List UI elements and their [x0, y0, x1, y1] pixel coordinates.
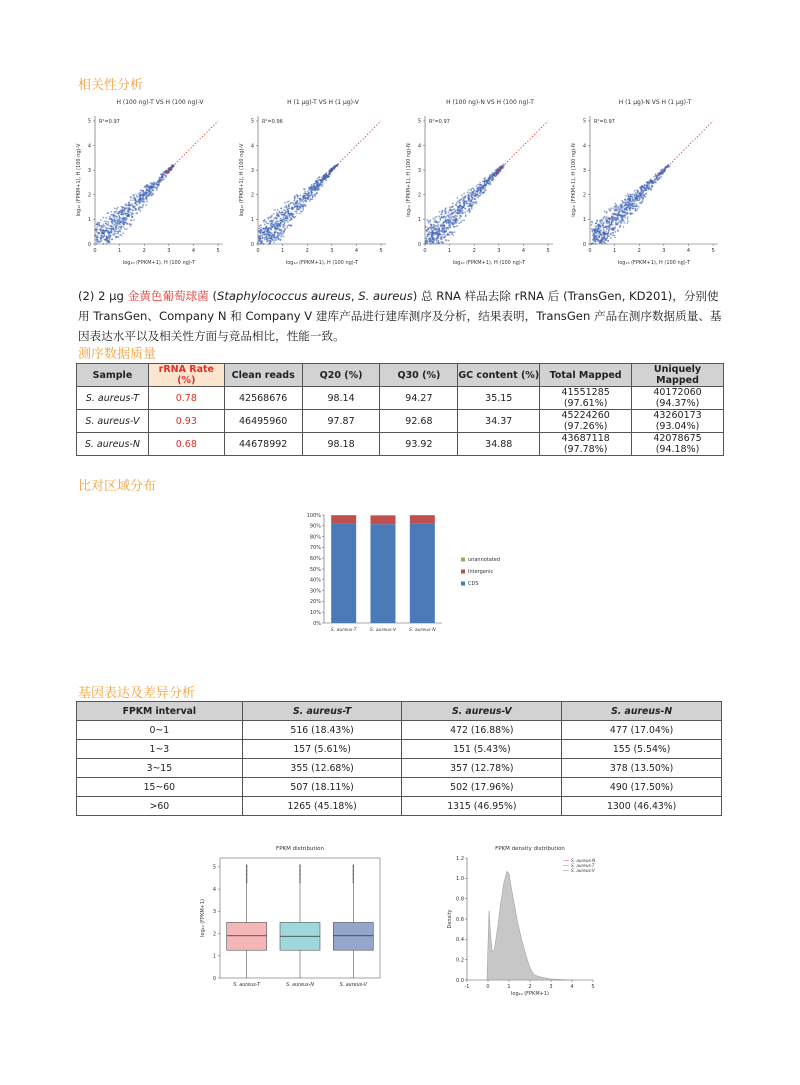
y-tick-label: 3	[87, 167, 91, 174]
outlier-point	[353, 876, 354, 877]
outlier-point	[299, 876, 300, 877]
table-cell: 97.87	[302, 410, 380, 433]
outlier-point	[246, 879, 247, 880]
table-cell: S. aureus-T	[77, 387, 149, 410]
bar-segment	[371, 516, 396, 524]
table-cell: 34.37	[458, 410, 540, 433]
table-cell: 516 (18.43%)	[242, 721, 402, 740]
y-tick-label: 5	[582, 118, 586, 125]
legend-swatch	[461, 570, 465, 574]
y-tick-label: 3	[250, 167, 254, 174]
y-tick-label: 100%	[306, 512, 321, 519]
outlier-point	[353, 878, 354, 879]
x-tick-label: 1	[118, 248, 122, 254]
scatter-title: H (1 μg)-N VS H (1 μg)-T	[618, 99, 692, 106]
y-tick-label: 1	[87, 217, 91, 224]
header-uniquely-mapped: Uniquely Mapped	[632, 364, 724, 387]
legend-swatch	[461, 558, 465, 562]
x-tick-label: 5	[546, 248, 550, 254]
bar-segment	[371, 515, 396, 516]
scatter-points	[94, 164, 175, 245]
outlier-point	[299, 867, 300, 868]
outlier-point	[299, 864, 300, 865]
table-cell: 0~1	[77, 721, 243, 740]
x-tick-label: 1	[507, 984, 511, 990]
y-tick-label: 0	[250, 241, 254, 248]
x-tick-label: 2	[472, 248, 476, 254]
y-tick-label: 4	[250, 143, 254, 150]
y-tick-label: 50%	[309, 566, 321, 573]
table-cell: 98.14	[302, 387, 380, 410]
legend-label: Intergenic	[468, 569, 494, 575]
y-axis-label: log₁₀ (FPKM+1), H (100 ng)-V	[239, 143, 245, 217]
y-tick-label: 3	[212, 909, 216, 916]
x-axis-label: log₁₀ (FPKM+1), H (100 ng)-T	[122, 260, 196, 266]
table-cell: 151 (5.43%)	[402, 740, 562, 759]
header-q20: Q20 (%)	[302, 364, 380, 387]
table-cell: 1265 (45.18%)	[242, 797, 402, 816]
r-squared-label: R²=0.97	[594, 119, 615, 125]
y-tick-label: 70%	[309, 545, 321, 552]
outlier-point	[299, 866, 300, 867]
x-tick-label: 3	[549, 984, 553, 990]
y-tick-label: 4	[582, 143, 586, 150]
table-cell: 41551285 (97.61%)	[540, 387, 632, 410]
chart-title: FPKM density distribution	[495, 846, 565, 852]
outlier-point	[353, 879, 354, 880]
table-cell: 502 (17.96%)	[402, 778, 562, 797]
x-tick-label: 2	[305, 248, 309, 254]
table-cell: 507 (18.11%)	[242, 778, 402, 797]
header-fpkm-interval: FPKM interval	[77, 702, 243, 721]
bar-segment	[410, 515, 435, 523]
table-cell: 42568676	[224, 387, 302, 410]
header-s-aureus-t: S. aureus-T	[242, 702, 402, 721]
header-s-aureus-v: S. aureus-V	[402, 702, 562, 721]
y-axis-label: log₁₀ (FPKM+1), H (100 ng)-V	[76, 143, 82, 217]
y-tick-label: 1	[212, 953, 216, 960]
y-tick-label: 4	[212, 886, 216, 893]
y-tick-label: 0.2	[456, 957, 464, 964]
table-cell: 92.68	[380, 410, 458, 433]
table-cell: 0.78	[148, 387, 224, 410]
outlier-point	[299, 870, 300, 871]
y-tick-label: 5	[212, 864, 216, 871]
x-axis-label: log₁₀ (FPKM+1), H (100 ng)-T	[285, 260, 359, 266]
sequencing-quality-table	[76, 363, 724, 456]
y-tick-label: 0.6	[456, 916, 464, 923]
y-tick-label: 3	[417, 167, 421, 174]
outlier-point	[299, 875, 300, 876]
table-cell: S. aureus-N	[77, 433, 149, 456]
outlier-point	[246, 871, 247, 872]
y-tick-label: 1.0	[456, 876, 464, 883]
x-tick-label: 1	[448, 248, 452, 254]
x-tick-label: 3	[662, 248, 666, 254]
bar-segment	[410, 524, 435, 623]
y-axis-label: Density	[447, 909, 453, 929]
r-squared-label: R²=0.97	[429, 119, 450, 125]
outlier-point	[299, 872, 300, 873]
outlier-point	[353, 870, 354, 871]
outlier-point	[246, 876, 247, 877]
x-tick-label: 1	[613, 248, 617, 254]
outlier-point	[246, 864, 247, 865]
correlation-heading: 相关性分析	[78, 78, 144, 93]
table-cell: 46495960	[224, 410, 302, 433]
y-tick-label: 1.2	[456, 855, 464, 862]
x-tick-label: 3	[167, 248, 171, 254]
outlier-point	[246, 872, 247, 873]
y-tick-label: 2	[250, 192, 254, 199]
legend-swatch	[461, 582, 465, 586]
x-tick-label: 5	[216, 248, 220, 254]
outlier-point	[299, 878, 300, 879]
table-cell: 3~15	[77, 759, 243, 778]
outlier-point	[299, 874, 300, 875]
box	[227, 922, 267, 950]
y-tick-label: 0.8	[456, 896, 464, 903]
y-tick-label: 2	[582, 192, 586, 199]
table-cell: 98.18	[302, 433, 380, 456]
y-tick-label: 5	[250, 118, 254, 125]
x-tick-label: -1	[464, 984, 470, 990]
table-cell: >60	[77, 797, 243, 816]
table-cell: 35.15	[458, 387, 540, 410]
table-cell: 45224260 (97.26%)	[540, 410, 632, 433]
y-tick-label: 2	[417, 192, 421, 199]
table-row	[77, 759, 722, 778]
y-tick-label: 1	[582, 217, 586, 224]
x-tick-label: 4	[191, 248, 196, 254]
table-cell: 1300 (46.43%)	[562, 797, 722, 816]
y-tick-label: 20%	[309, 599, 321, 606]
legend-label: unannotated	[468, 557, 501, 563]
diagonal-line	[489, 121, 548, 180]
y-tick-label: 1	[250, 217, 254, 224]
x-tick-label: 2	[528, 984, 532, 990]
outlier-point	[299, 871, 300, 872]
y-tick-label: 0	[212, 975, 216, 982]
outlier-point	[299, 868, 300, 869]
y-tick-label: 0	[87, 241, 91, 248]
x-tick-label: 0	[256, 248, 260, 254]
outlier-point	[353, 882, 354, 883]
chart-title: FPKM distribution	[276, 846, 324, 852]
gene-expression-heading: 基因表达及差异分析	[78, 686, 196, 701]
legend-label: CDS	[468, 581, 479, 587]
outlier-point	[353, 864, 354, 865]
y-tick-label: 30%	[309, 588, 321, 595]
bar-segment	[331, 523, 356, 623]
table-cell: 1~3	[77, 740, 243, 759]
outlier-point	[353, 880, 354, 881]
y-tick-label: 0.4	[456, 937, 464, 944]
x-tick-label: S. aureus-T	[330, 628, 357, 633]
header-gc-content: GC content (%)	[458, 364, 540, 387]
r-squared-label: R²=0.97	[99, 119, 120, 125]
y-tick-label: 80%	[309, 534, 321, 541]
outlier-point	[246, 878, 247, 879]
y-tick-label: 1	[417, 217, 421, 224]
region-distribution-heading: 比对区域分布	[78, 479, 157, 494]
outlier-point	[299, 880, 300, 881]
x-tick-label: S. aureus-V	[369, 628, 397, 633]
outlier-point	[246, 867, 247, 868]
table-cell: 0.68	[148, 433, 224, 456]
outlier-point	[246, 882, 247, 883]
description-paragraph: (2) 2 μg 金黄色葡萄球菌 (Staphylococcus aureus, S. aureus) 总 RNA 样品去除 rRNA 后 (TransGen, KD201)，分别使用 TransGen、Company N 和 Company V 建库产品进行建库测序及分析，结果表明，TransGen 产品在测序数据质量、基因表达水平以及相关性方面与竞品相比，性能一致。	[78, 289, 722, 343]
header-q30: Q30 (%)	[380, 364, 458, 387]
table-cell: 93.92	[380, 433, 458, 456]
y-tick-label: 90%	[309, 523, 321, 530]
x-tick-label: 3	[497, 248, 501, 254]
scatter-plot	[73, 108, 233, 278]
x-axis-label: log₁₀ (FPKM+1), H (100 ng)-T	[452, 260, 526, 266]
table-cell: 477 (17.04%)	[562, 721, 722, 740]
outlier-point	[246, 868, 247, 869]
x-tick-label: 0	[588, 248, 592, 254]
outlier-point	[353, 871, 354, 872]
x-tick-label: 1	[281, 248, 285, 254]
scatter-points	[257, 164, 339, 245]
y-tick-label: 0	[582, 241, 586, 248]
y-tick-label: 2	[87, 192, 91, 199]
table-cell: 42078675 (94.18%)	[632, 433, 724, 456]
scatter-plot	[403, 108, 563, 278]
table-header-row	[77, 364, 724, 387]
x-tick-label: 4	[686, 248, 691, 254]
scatter-title: H (1 μg)-T VS H (1 μg)-V	[287, 99, 359, 106]
x-tick-label: 5	[379, 248, 383, 254]
y-tick-label: 0.0	[456, 977, 464, 984]
table-row	[77, 410, 724, 433]
table-row	[77, 721, 722, 740]
y-axis-label: log₁₀ (FPKM+1), H (100 ng)-N	[571, 143, 577, 217]
header-rrna-rate: rRNA Rate (%)	[148, 364, 224, 387]
bar-segment	[331, 515, 356, 523]
y-axis-label: log₁₀ (FPKM+1)	[200, 899, 206, 937]
table-cell: 94.27	[380, 387, 458, 410]
x-tick-label: 2	[637, 248, 641, 254]
legend-label: S. aureus-N	[571, 858, 596, 863]
table-cell: 43260173 (93.04%)	[632, 410, 724, 433]
x-tick-label: 4	[570, 984, 574, 990]
table-cell: S. aureus-V	[77, 410, 149, 433]
outlier-point	[353, 868, 354, 869]
legend-label: S. aureus-T	[571, 863, 595, 868]
header-s-aureus-n: S. aureus-N	[562, 702, 722, 721]
table-cell: 378 (13.50%)	[562, 759, 722, 778]
header-sample: Sample	[77, 364, 149, 387]
table-cell: 155 (5.54%)	[562, 740, 722, 759]
y-tick-label: 5	[417, 118, 421, 125]
outlier-point	[299, 882, 300, 883]
y-tick-label: 4	[417, 143, 421, 150]
fpkm-boxplot	[190, 840, 390, 1000]
outlier-point	[299, 879, 300, 880]
y-tick-label: 3	[582, 167, 586, 174]
table-cell: 1315 (46.95%)	[402, 797, 562, 816]
scatter-points	[590, 164, 670, 245]
outlier-point	[246, 870, 247, 871]
header-total-mapped: Total Mapped	[540, 364, 632, 387]
outlier-point	[246, 874, 247, 875]
species-name-cn: 金黄色葡萄球菌	[127, 289, 209, 303]
scatter-plot	[236, 108, 396, 278]
x-tick-label: 5	[711, 248, 715, 254]
table-cell: 34.88	[458, 433, 540, 456]
y-tick-label: 4	[87, 143, 91, 150]
table-cell: 357 (12.78%)	[402, 759, 562, 778]
header-clean-reads: Clean reads	[224, 364, 302, 387]
r-squared-label: R²=0.96	[262, 119, 283, 125]
x-tick-label: S. aureus-N	[408, 628, 436, 633]
x-tick-label: S. aureus-N	[286, 983, 314, 988]
table-cell: 43687118 (97.78%)	[540, 433, 632, 456]
table-row	[77, 778, 722, 797]
outlier-point	[246, 875, 247, 876]
legend-label: S. aureus-V	[571, 868, 595, 873]
y-tick-label: 0	[417, 241, 421, 248]
region-distribution-chart	[300, 505, 520, 645]
fpkm-density-plot	[445, 840, 605, 1000]
table-row	[77, 433, 724, 456]
diagonal-line	[322, 121, 381, 180]
table-cell: 15~60	[77, 778, 243, 797]
outlier-point	[353, 875, 354, 876]
table-cell: 355 (12.68%)	[242, 759, 402, 778]
x-tick-label: 2	[142, 248, 146, 254]
y-tick-label: 60%	[309, 556, 321, 562]
outlier-point	[246, 866, 247, 867]
table-row	[77, 797, 722, 816]
y-axis-label: log₁₀ (FPKM+1), H (100 ng)-N	[406, 143, 412, 217]
table-cell: 0.93	[148, 410, 224, 433]
x-tick-label: S. aureus-V	[339, 983, 368, 988]
table-header-row	[77, 702, 722, 721]
box	[333, 922, 373, 950]
y-tick-label: 2	[212, 931, 216, 938]
outlier-point	[353, 872, 354, 873]
x-tick-label: 0	[423, 248, 427, 254]
x-axis-label: log₁₀ (FPKM+1), H (100 ng)-T	[617, 260, 691, 266]
table-cell: 157 (5.61%)	[242, 740, 402, 759]
table-cell: 44678992	[224, 433, 302, 456]
density-area	[487, 871, 572, 980]
bar-segment	[371, 524, 396, 623]
outlier-point	[353, 867, 354, 868]
table-cell: 490 (17.50%)	[562, 778, 722, 797]
x-tick-label: 0	[486, 984, 490, 990]
x-tick-label: 5	[591, 984, 595, 990]
table-cell: 472 (16.88%)	[402, 721, 562, 740]
outlier-point	[353, 874, 354, 875]
outlier-point	[353, 866, 354, 867]
scatter-plot	[568, 108, 728, 278]
sequencing-quality-heading: 测序数据质量	[78, 347, 157, 362]
x-tick-label: 0	[93, 248, 97, 254]
x-tick-label: 4	[521, 248, 526, 254]
scatter-title: H (100 ng)-N VS H (100 ng)-T	[446, 99, 534, 106]
outlier-point	[246, 880, 247, 881]
x-tick-label: S. aureus-T	[233, 983, 261, 988]
diagonal-line	[159, 121, 218, 180]
table-row	[77, 740, 722, 759]
x-tick-label: 3	[330, 248, 334, 254]
x-axis-label: log₁₀ (FPKM+1)	[511, 991, 549, 997]
y-tick-label: 10%	[309, 610, 321, 616]
y-tick-label: 5	[87, 118, 91, 125]
y-tick-label: 40%	[309, 577, 321, 584]
scatter-points	[424, 163, 505, 244]
expression-table	[76, 701, 722, 816]
table-row	[77, 387, 724, 410]
y-tick-label: 0%	[313, 620, 321, 627]
scatter-title: H (100 ng)-T VS H (100 ng)-V	[116, 99, 204, 106]
table-cell: 40172060 (94.37%)	[632, 387, 724, 410]
x-tick-label: 4	[354, 248, 359, 254]
